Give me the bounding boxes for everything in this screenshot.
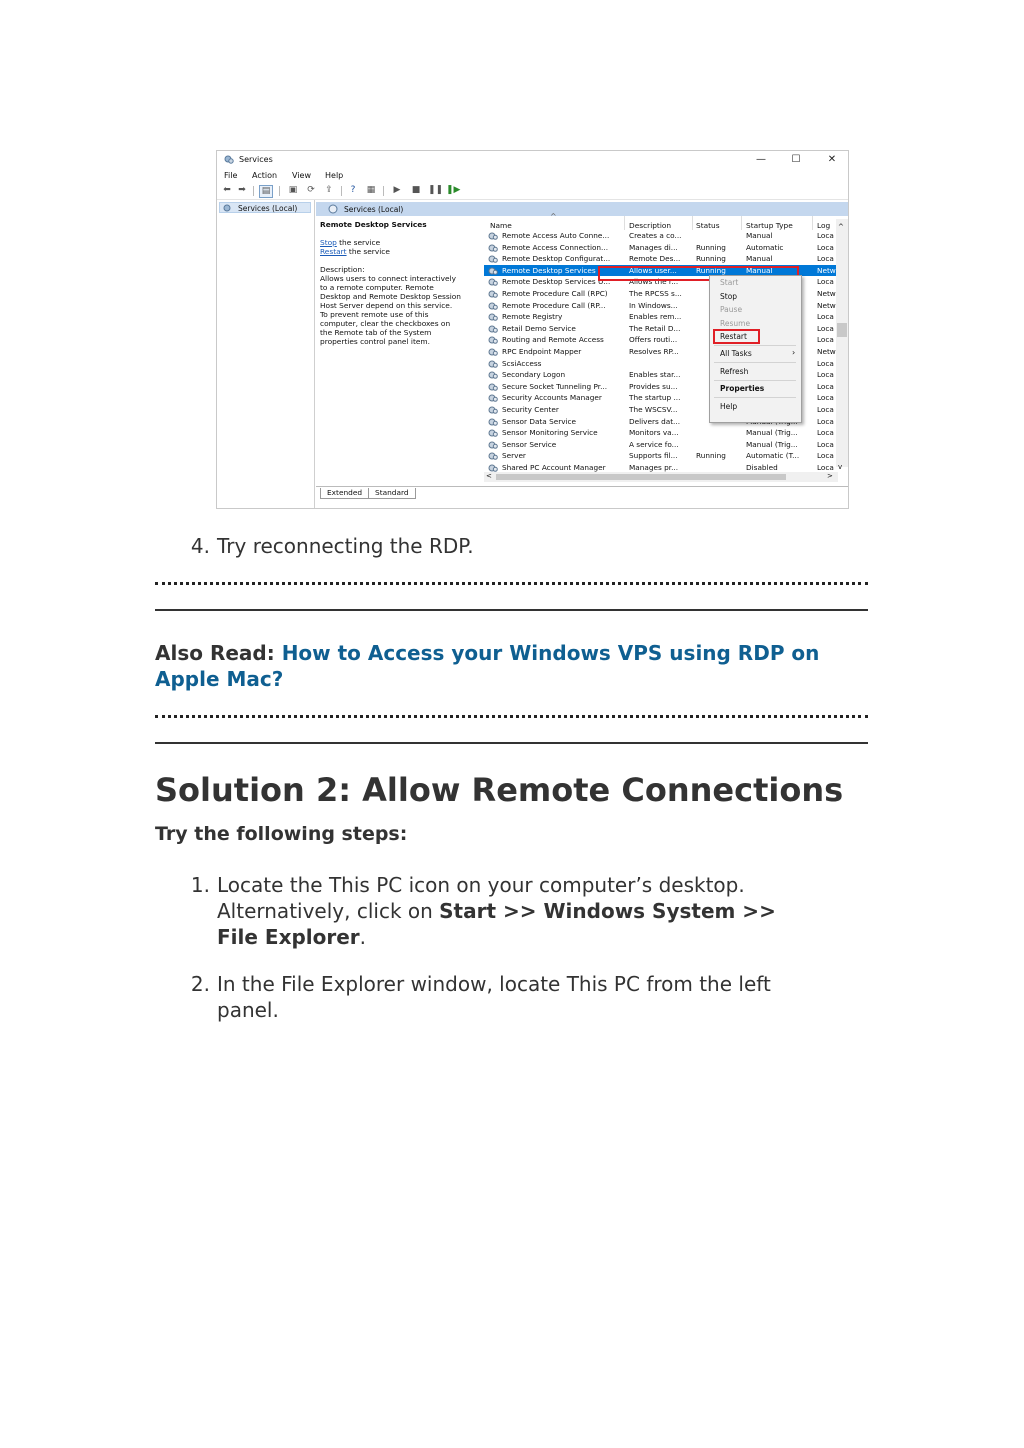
also-read-link[interactable]: Apple Mac?: [155, 667, 284, 691]
divider: [155, 609, 868, 611]
service-gear-icon: [488, 302, 498, 310]
cell-log: Loca: [817, 463, 834, 472]
cell-desc: Enables rem...: [629, 312, 682, 322]
cell-startup: Manual: [746, 265, 773, 275]
ctx-pause[interactable]: Pause: [720, 305, 743, 314]
service-gear-icon: [488, 244, 498, 252]
service-gear-icon: [488, 348, 498, 356]
export-icon[interactable]: ⇪: [325, 185, 333, 195]
cell-desc: The WSCSV...: [629, 405, 678, 414]
cell-startup: Manual: [746, 231, 773, 240]
description-line: To prevent remote use of this: [320, 310, 429, 319]
cell-log: Loca: [817, 312, 834, 322]
cell-log: Netw: [817, 289, 836, 298]
service-gear-icon: [488, 313, 498, 321]
cell-log: Loca: [817, 428, 834, 438]
horizontal-scrollbar[interactable]: [484, 472, 838, 482]
description-label: Description:: [320, 265, 365, 274]
cell-desc: The Retail D...: [629, 323, 681, 333]
cell-log: Loca: [817, 254, 834, 264]
cell-startup: Manual (Trig...: [746, 428, 798, 438]
services-gear-icon: [223, 204, 233, 212]
step-text: panel.: [217, 998, 279, 1022]
vertical-scrollbar[interactable]: [836, 219, 848, 471]
service-gear-icon: [488, 394, 498, 402]
stop-service-link[interactable]: Stop: [320, 238, 337, 247]
service-gear-icon: [488, 406, 498, 414]
ctx-start[interactable]: Start: [720, 278, 739, 287]
menu-action[interactable]: Action: [252, 171, 278, 180]
description-line: to a remote computer. Remote: [320, 283, 434, 292]
cell-log: Netw: [817, 265, 836, 275]
selected-service-name: Remote Desktop Services: [320, 220, 427, 229]
back-icon[interactable]: ⬅: [223, 185, 231, 195]
section-heading: Solution 2: Allow Remote Connections: [155, 771, 844, 809]
services-gear-icon: [224, 155, 234, 164]
also-read-label: Also Read:: [155, 641, 282, 665]
scroll-right-icon[interactable]: >: [827, 472, 833, 480]
step-text: In the File Explorer window, locate This PC from the left: [217, 972, 771, 996]
services-gear-icon: [328, 204, 339, 214]
intro-text: Try the following steps:: [155, 823, 408, 845]
cell-log: Loca: [817, 393, 834, 403]
cell-startup: Automatic (T...: [746, 451, 800, 461]
cell-status: Running: [696, 254, 726, 264]
divider: [155, 742, 868, 744]
description-line: the Remote tab of the System: [320, 328, 432, 337]
cell-name: Server: [502, 451, 526, 461]
forward-icon[interactable]: ➡: [238, 185, 246, 195]
view-tabs: [316, 486, 849, 501]
step-number: 4.: [190, 534, 210, 558]
step-text: Try reconnecting the RDP.: [217, 534, 474, 558]
cell-status: Running: [696, 265, 726, 275]
also-read-box: [155, 640, 873, 692]
column-description[interactable]: Description: [629, 221, 672, 230]
service-gear-icon: [488, 429, 498, 437]
tab-extended[interactable]: Extended: [320, 488, 369, 499]
description-line: computer, clear the checkboxes on: [320, 319, 451, 328]
cell-desc: Resolves RP...: [629, 347, 679, 356]
cell-name: Shared PC Account Manager: [502, 463, 606, 472]
cell-desc: Allows the r...: [629, 277, 679, 287]
cell-log: Loca: [817, 323, 834, 333]
cell-log: Loca: [817, 439, 834, 449]
cell-status: Running: [696, 451, 726, 461]
service-gear-icon: [488, 232, 498, 240]
step-number: 1.: [190, 873, 210, 897]
stop-service-icon[interactable]: ■: [411, 185, 421, 195]
cell-desc: Remote Des...: [629, 254, 681, 264]
highlight-restart: [713, 329, 760, 344]
table-row[interactable]: [484, 242, 849, 254]
service-gear-icon: [488, 290, 498, 298]
service-details: Remote Desktop Services Stop the service Restart the service Description: Allows users to connect interactively to a remote computer. Remote Desktop and Remote Desktop Session Host Server depend on this service. To prevent remote use of this computer, clear the checkboxes on the Remote tab of the System properties control panel item.: [320, 220, 484, 346]
cell-name: ScsiAccess: [502, 358, 542, 368]
cell-startup: Automatic: [746, 242, 784, 252]
cell-log: Loca: [817, 381, 834, 391]
cell-startup: Disabled: [746, 463, 778, 472]
console-tree: [217, 200, 315, 509]
refresh-icon[interactable]: ⟳: [307, 185, 315, 195]
service-gear-icon: [488, 336, 498, 344]
service-gear-icon: [488, 325, 498, 333]
start-service-icon[interactable]: ▶: [393, 185, 401, 195]
column-name[interactable]: Name: [490, 221, 512, 230]
cell-desc: Supports fil...: [629, 451, 678, 461]
step-text: Locate the This PC icon on your computer’s desktop.: [217, 873, 745, 897]
service-gear-icon: [488, 360, 498, 368]
restart-service-link[interactable]: Restart: [320, 247, 347, 256]
cell-name: Routing and Remote Access: [502, 335, 604, 345]
service-gear-icon: [488, 441, 498, 449]
cell-desc: Provides su...: [629, 381, 678, 391]
table-row[interactable]: [484, 230, 849, 242]
description-line: Desktop and Remote Desktop Session: [320, 292, 461, 301]
context-menu: [709, 275, 802, 423]
cell-log: Loca: [817, 416, 834, 426]
cell-desc: Manages di...: [629, 242, 678, 252]
cell-desc: In Windows...: [629, 300, 678, 310]
ctx-stop[interactable]: Stop: [720, 292, 738, 301]
cell-desc: Offers routi...: [629, 335, 678, 345]
scroll-thumb[interactable]: [837, 323, 847, 337]
cell-log: Loca: [817, 358, 834, 368]
cell-startup: Manual: [746, 254, 773, 264]
column-log-on-as[interactable]: Log: [817, 221, 831, 230]
cell-log: Loca: [817, 451, 834, 461]
service-gear-icon: [488, 418, 498, 426]
cell-name: Sensor Monitoring Service: [502, 428, 598, 438]
pause-service-icon[interactable]: ❚❚: [428, 185, 444, 195]
sort-ascending-icon: ^: [550, 212, 557, 221]
cell-log: Loca: [817, 231, 834, 240]
ctx-resume[interactable]: Resume: [720, 319, 751, 328]
service-gear-icon: [488, 371, 498, 379]
description-line: Allows users to connect interactively: [320, 274, 456, 283]
maximize-button[interactable]: ☐: [791, 154, 801, 165]
cell-log: Loca: [817, 370, 834, 380]
cell-desc: Manages pr...: [629, 463, 679, 472]
cell-name: RPC Endpoint Mapper: [502, 347, 582, 356]
tab-standard[interactable]: Standard: [368, 488, 416, 499]
dotted-divider: [155, 715, 868, 718]
show-tree-icon[interactable]: ▤: [259, 185, 273, 198]
ctx-properties[interactable]: Properties: [720, 384, 765, 393]
cell-name: Sensor Data Service: [502, 416, 577, 426]
cell-log: Loca: [817, 242, 834, 252]
hscroll-thumb[interactable]: [496, 474, 786, 480]
properties-icon[interactable]: ▣: [288, 185, 298, 195]
cell-startup: Manual (Trig...: [746, 439, 798, 449]
service-gear-icon: [488, 464, 498, 472]
ctx-help[interactable]: Help: [720, 402, 738, 411]
scroll-left-icon[interactable]: <: [486, 472, 492, 480]
pane-header: Services (Local): [316, 202, 849, 216]
service-gear-icon: [488, 452, 498, 460]
cell-name: Sensor Service: [502, 439, 557, 449]
cell-desc: Delivers dat...: [629, 416, 681, 426]
cell-name: Security Center: [502, 405, 559, 414]
step-number: 2.: [190, 972, 210, 996]
toolbar: [217, 183, 848, 200]
ctx-all-tasks[interactable]: All Tasks: [720, 349, 752, 358]
description-line: properties control panel item.: [320, 337, 430, 346]
cell-log: Loca: [817, 335, 834, 345]
service-gear-icon: [488, 267, 498, 275]
dotted-divider: [155, 582, 868, 585]
cell-name: Remote Procedure Call (RPC): [502, 289, 608, 298]
column-status[interactable]: Status: [696, 221, 720, 230]
scroll-down-icon[interactable]: v: [838, 463, 843, 471]
cell-desc: Creates a co...: [629, 231, 682, 240]
close-button[interactable]: ✕: [827, 154, 837, 165]
service-gear-icon: [488, 255, 498, 263]
cell-name: Secondary Logon: [502, 370, 566, 380]
cell-status: Running: [696, 242, 726, 252]
menu-file[interactable]: File: [224, 171, 238, 180]
services-pane: [316, 200, 849, 509]
cell-name: Remote Access Auto Conne...: [502, 231, 610, 240]
cell-name: Remote Desktop Services: [502, 265, 596, 275]
tree-item-services-local[interactable]: Services (Local): [219, 202, 311, 213]
restart-service-icon[interactable]: ❚▶: [446, 185, 461, 195]
ctx-restart[interactable]: Restart: [720, 332, 747, 341]
cell-desc: A service fo...: [629, 439, 679, 449]
cell-log: Loca: [817, 405, 834, 414]
also-read-link[interactable]: How to Access your Windows VPS using RDP on: [281, 641, 820, 665]
menu-bar: [217, 169, 848, 183]
services-window-screenshot: [216, 150, 849, 509]
table-row[interactable]: [484, 439, 849, 451]
minimize-button[interactable]: —: [756, 154, 766, 165]
cell-name: Remote Access Connection...: [502, 242, 609, 252]
cell-desc: Monitors va...: [629, 428, 679, 438]
table-row[interactable]: [484, 427, 849, 439]
menu-help[interactable]: Help: [325, 171, 344, 180]
cell-log: Netw: [817, 347, 836, 356]
window-title: Services: [239, 155, 273, 164]
cell-desc: Enables star...: [629, 370, 681, 380]
cell-name: Security Accounts Manager: [502, 393, 602, 403]
cell-name: Remote Registry: [502, 312, 563, 322]
cell-desc: Allows user...: [629, 265, 677, 275]
description-line: Host Server depend on this service.: [320, 301, 453, 310]
cell-name: Remote Procedure Call (RP...: [502, 300, 606, 310]
service-gear-icon: [488, 278, 498, 286]
service-gear-icon: [488, 383, 498, 391]
cell-desc: The startup ...: [629, 393, 681, 403]
ctx-refresh[interactable]: Refresh: [720, 367, 749, 376]
cell-log: Netw: [817, 300, 836, 310]
cell-name: Remote Desktop Configurat...: [502, 254, 611, 264]
table-row[interactable]: [484, 253, 849, 265]
cell-name: Remote Desktop Services U...: [502, 277, 611, 287]
cell-name: Retail Demo Service: [502, 323, 576, 333]
help-icon[interactable]: ?: [350, 185, 356, 195]
menu-view[interactable]: View: [292, 171, 311, 180]
submenu-arrow-icon: ›: [792, 348, 796, 357]
column-startup-type[interactable]: Startup Type: [746, 221, 793, 230]
title-bar: [217, 151, 848, 169]
console-icon[interactable]: ▦: [366, 185, 376, 195]
table-row[interactable]: [484, 450, 849, 462]
cell-log: Loca: [817, 277, 834, 287]
cell-desc: The RPCSS s...: [629, 289, 682, 298]
cell-name: Secure Socket Tunneling Pr...: [502, 381, 608, 391]
scroll-up-icon[interactable]: ^: [838, 223, 844, 231]
